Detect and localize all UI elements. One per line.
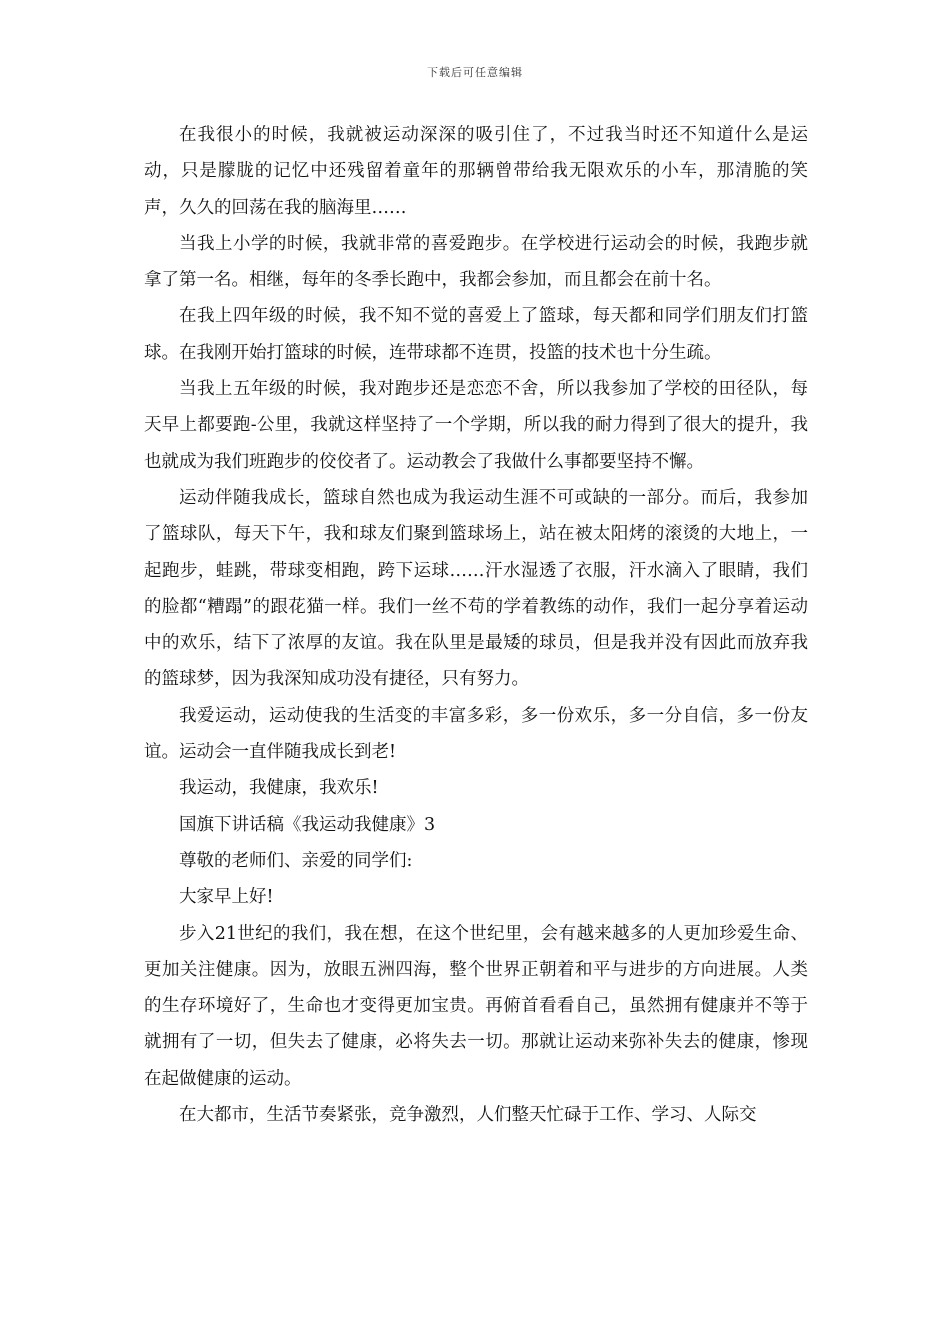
greeting: 大家早上好! — [179, 887, 274, 908]
paragraph: 当我上五年级的时候，我对跑步还是恋恋不舍，所以我参加了学校的田径队，每天早上都要跑-公里，我就这样坚持了一个学期，所以我的耐力得到了很大的提升，我也就成为我们班跑步的佼佼者了。运动教会了我做什么事都要坚持不懈。 — [144, 379, 808, 472]
paragraph: 步入21世纪的我们，我在想，在这个世纪里，会有越来越多的人更加珍爱生命、更加关注健康。因为，放眼五洲四海，整个世界正朝着和平与进步的方向进展。人类的生存环境好了，生命也才变得更加宝贵。再俯首看看自己，虽然拥有健康并不等于就拥有了一切，但失去了健康，必将失去一切。那就让运动来弥补失去的健康，惨现在起做健康的运动。 — [144, 923, 808, 1089]
salutation: 尊敬的老师们、亲爱的同学们: — [179, 850, 413, 871]
page-header-note: 下载后可任意编辑 — [427, 66, 523, 79]
paragraph: 在我上四年级的时候，我不知不觉的喜爱上了篮球，每天都和同学们朋友们打篮球。在我刚开始打篮球的时候，连带球都不连贯，投篮的技术也十分生疏。 — [144, 306, 808, 363]
section-title: 国旗下讲话稿《我运动我健康》3 — [179, 814, 436, 835]
document-body — [144, 117, 808, 1133]
paragraph: 运动伴随我成长，篮球自然也成为我运动生涯不可或缺的一部分。而后，我参加了篮球队，每天下午，我和球友们聚到篮球场上，站在被太阳烤的滚烫的大地上，一起跑步，蛙跳，带球变相跑，跨下运球……汗水湿透了衣服，汗水滴入了眼睛，我们的脸都“糟蹋”的跟花猫一样。我们一丝不苟的学着教练的动作，我们一起分享着运动中的欢乐，结下了浓厚的友谊。我在队里是最矮的球员，但是我并没有因此而放弃我的篮球梦，因为我深知成功没有捷径，只有努力。 — [144, 487, 808, 690]
paragraph: 在我很小的时候，我就被运动深深的吸引住了，不过我当时还不知道什么是运动，只是朦胧的记忆中还残留着童年的那辆曾带给我无限欢乐的小车，那清脆的笑声，久久的回荡在我的脑海里…… — [144, 125, 808, 218]
paragraph: 我爱运动，运动使我的生活变的丰富多彩，多一份欢乐，多一分自信，多一份友谊。运动会一直伴随我成长到老! — [144, 705, 808, 763]
paragraph: 我运动，我健康，我欢乐! — [179, 778, 379, 799]
paragraph: 当我上小学的时候，我就非常的喜爱跑步。在学校进行运动会的时候，我跑步就拿了第一名。相继，每年的冬季长跑中，我都会参加，而且都会在前十名。 — [144, 233, 808, 291]
paragraph: 在大都市，生活节奏紧张，竞争激烈，人们整天忙碌于工作、学习、人际交 — [179, 1105, 757, 1126]
